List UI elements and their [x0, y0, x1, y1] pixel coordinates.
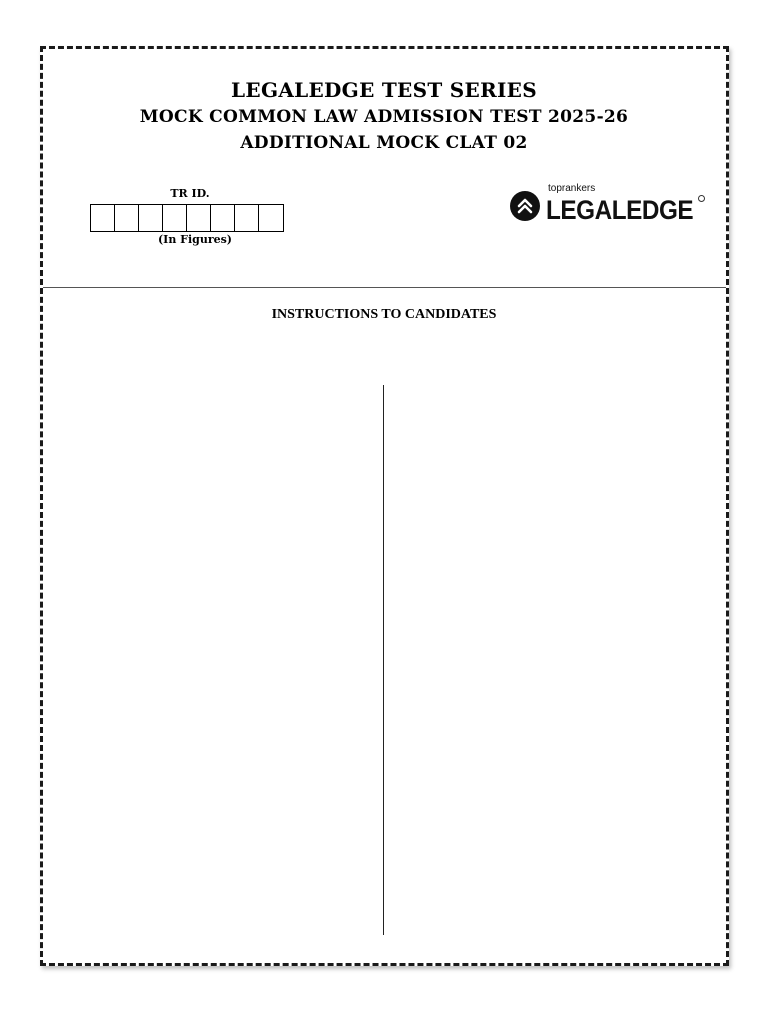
tr-id-digit-box[interactable]: [259, 205, 283, 231]
tr-id-digit-box[interactable]: [91, 205, 115, 231]
tr-id-label: TR ID.: [170, 187, 210, 200]
header: [0, 76, 768, 156]
logo-small-text: toprankers: [548, 183, 596, 194]
test-name: MOCK COMMON LAW ADMISSION TEST 2025-26: [139, 107, 629, 127]
logo-main-text: LEGALEDGE: [546, 195, 694, 225]
tr-id-digit-box[interactable]: [187, 205, 211, 231]
chevron-up-badge-icon: [510, 191, 540, 221]
tr-id-digit-box[interactable]: [211, 205, 235, 231]
tr-id-digit-box[interactable]: [235, 205, 259, 231]
tr-id-digit-box[interactable]: [163, 205, 187, 231]
tr-id-digit-box[interactable]: [115, 205, 139, 231]
mock-name: ADDITIONAL MOCK CLAT 02: [240, 133, 528, 153]
legaledge-logo: [510, 183, 710, 227]
column-divider: [383, 385, 384, 935]
tr-id-boxes: [90, 204, 284, 232]
series-title: LEGALEDGE TEST SERIES: [231, 78, 537, 102]
tr-id-note: (In Figures): [157, 233, 233, 246]
registered-mark-icon: [698, 195, 705, 202]
tr-id-digit-box[interactable]: [139, 205, 163, 231]
header-divider: [43, 287, 726, 288]
instructions-heading: INSTRUCTIONS TO CANDIDATES: [271, 307, 497, 322]
